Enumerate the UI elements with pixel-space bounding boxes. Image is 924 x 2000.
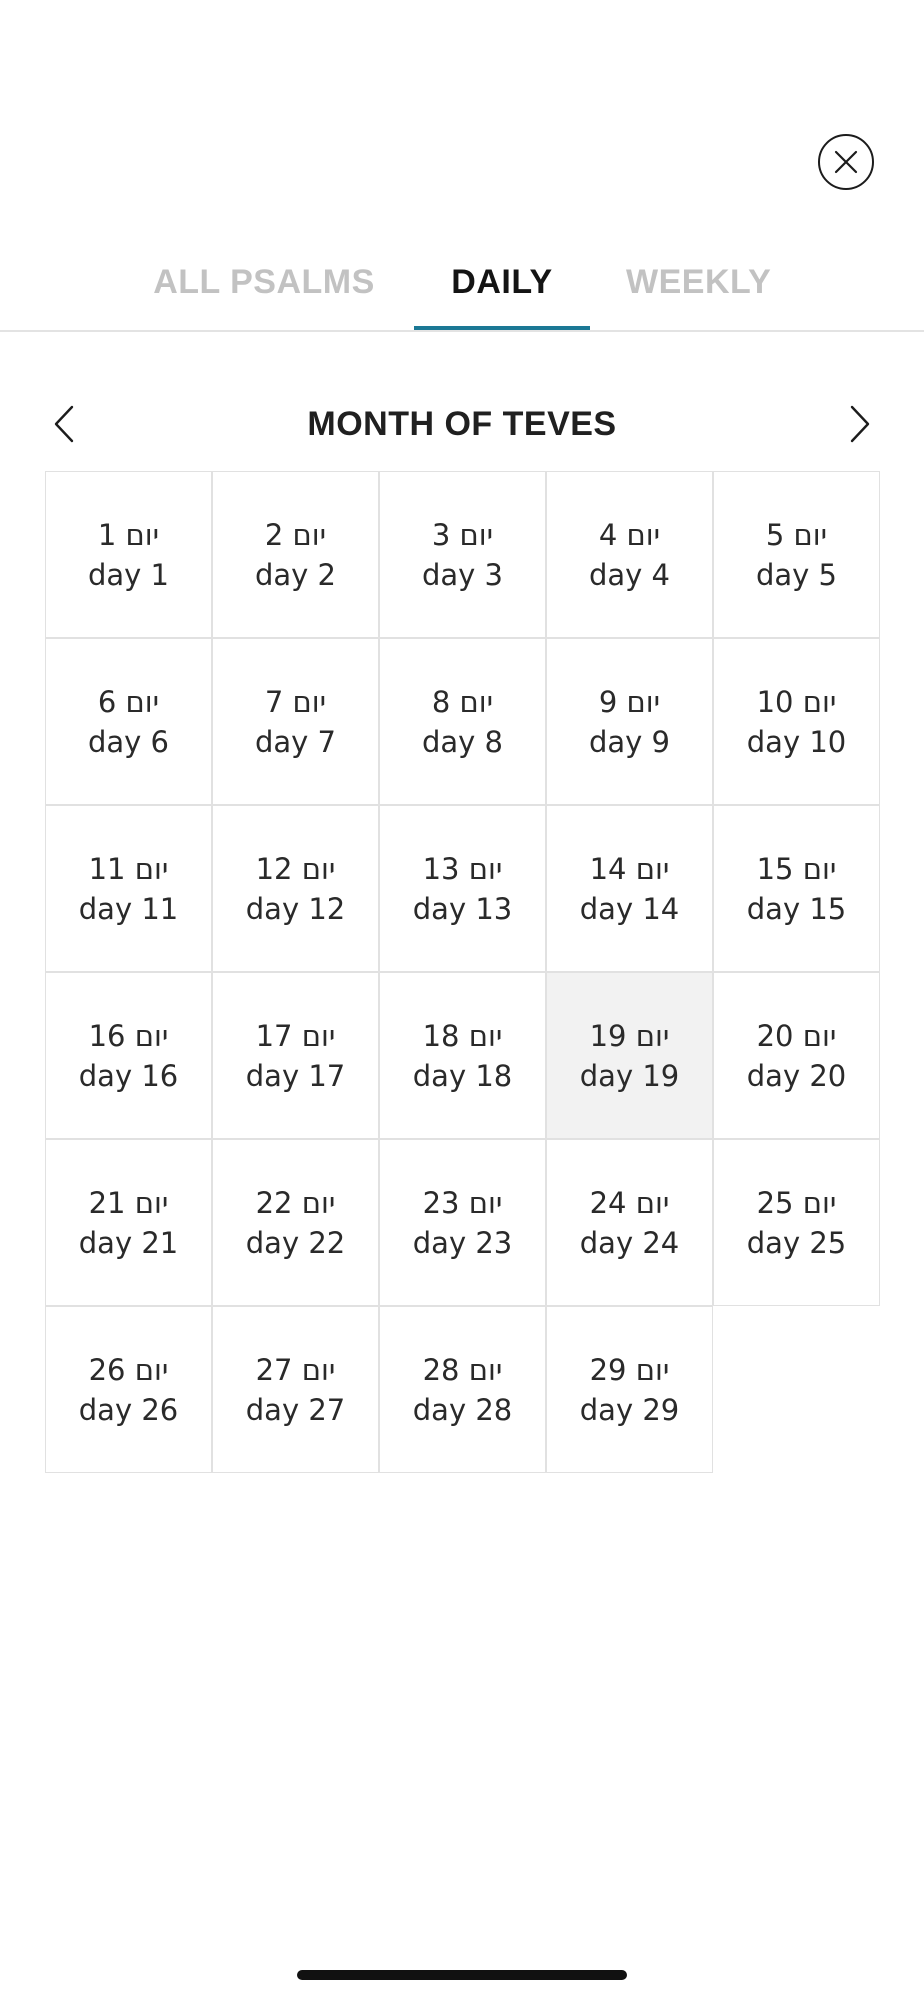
close-icon: [833, 149, 859, 175]
day-english-label: day 3: [421, 557, 503, 592]
day-english-label: day 2: [254, 557, 336, 592]
day-english-label: day 19: [579, 1058, 680, 1093]
day-cell[interactable]: [379, 972, 546, 1139]
day-hebrew-label: 24 יום: [589, 1185, 670, 1220]
chevron-left-icon: [53, 404, 75, 444]
day-hebrew-label: 13 יום: [422, 851, 503, 886]
day-cell[interactable]: [45, 1139, 212, 1306]
day-hebrew-label: 14 יום: [589, 851, 670, 886]
day-cell[interactable]: [212, 972, 379, 1139]
tab-weekly[interactable]: WEEKLY: [626, 263, 772, 301]
day-english-label: day 5: [755, 557, 837, 592]
day-english-label: day 24: [579, 1225, 680, 1260]
day-cell[interactable]: [45, 638, 212, 805]
day-cell[interactable]: [212, 1139, 379, 1306]
day-hebrew-label: 3 יום: [431, 517, 494, 552]
tabs-divider: [0, 330, 924, 332]
day-english-label: day 13: [412, 891, 513, 926]
day-english-label: day 27: [245, 1392, 346, 1427]
day-english-label: day 23: [412, 1225, 513, 1260]
day-hebrew-label: 4 יום: [598, 517, 661, 552]
day-hebrew-label: 5 יום: [765, 517, 828, 552]
month-navigation: [0, 392, 924, 456]
chevron-right-icon: [849, 404, 871, 444]
day-hebrew-label: 29 יום: [589, 1352, 670, 1387]
day-hebrew-label: 25 יום: [756, 1185, 837, 1220]
day-english-label: day 25: [746, 1225, 847, 1260]
day-cell[interactable]: [546, 972, 713, 1139]
day-english-label: day 15: [746, 891, 847, 926]
day-cell[interactable]: [713, 638, 880, 805]
day-hebrew-label: 18 יום: [422, 1018, 503, 1053]
day-cell[interactable]: [546, 1306, 713, 1473]
day-cell[interactable]: [713, 471, 880, 638]
day-cell[interactable]: [45, 1306, 212, 1473]
day-hebrew-label: 27 יום: [255, 1352, 336, 1387]
day-hebrew-label: 9 יום: [598, 684, 661, 719]
day-cell[interactable]: [546, 638, 713, 805]
day-hebrew-label: 26 יום: [88, 1352, 169, 1387]
day-hebrew-label: 23 יום: [422, 1185, 503, 1220]
day-hebrew-label: 19 יום: [589, 1018, 670, 1053]
day-english-label: day 26: [78, 1392, 179, 1427]
day-cell[interactable]: [212, 805, 379, 972]
next-month-button[interactable]: [840, 402, 880, 446]
day-english-label: day 14: [579, 891, 680, 926]
tab-bar: [0, 232, 924, 332]
day-hebrew-label: 10 יום: [756, 684, 837, 719]
close-button[interactable]: [818, 134, 874, 190]
day-english-label: day 6: [87, 724, 169, 759]
day-cell[interactable]: [379, 471, 546, 638]
day-cell[interactable]: [713, 805, 880, 972]
day-cell[interactable]: [212, 638, 379, 805]
day-cell[interactable]: [45, 972, 212, 1139]
day-english-label: day 10: [746, 724, 847, 759]
day-cell[interactable]: [713, 1139, 880, 1306]
day-hebrew-label: 21 יום: [88, 1185, 169, 1220]
day-cell[interactable]: [546, 1139, 713, 1306]
day-hebrew-label: 17 יום: [255, 1018, 336, 1053]
day-cell[interactable]: [212, 1306, 379, 1473]
day-english-label: day 16: [78, 1058, 179, 1093]
day-cell[interactable]: [379, 805, 546, 972]
day-hebrew-label: 6 יום: [97, 684, 160, 719]
day-cell[interactable]: [45, 805, 212, 972]
day-english-label: day 7: [254, 724, 336, 759]
day-hebrew-label: 15 יום: [756, 851, 837, 886]
month-title: MONTH OF TEVES: [307, 405, 617, 443]
day-cell[interactable]: [546, 471, 713, 638]
day-english-label: day 11: [78, 891, 179, 926]
tab-all-psalms[interactable]: ALL PSALMS: [153, 263, 375, 301]
day-cell[interactable]: [713, 972, 880, 1139]
day-english-label: day 17: [245, 1058, 346, 1093]
day-hebrew-label: 1 יום: [97, 517, 160, 552]
tab-daily[interactable]: DAILY: [451, 263, 553, 301]
day-cell[interactable]: [379, 638, 546, 805]
day-english-label: day 20: [746, 1058, 847, 1093]
day-grid: [45, 471, 880, 1473]
day-english-label: day 21: [78, 1225, 179, 1260]
day-cell[interactable]: [45, 471, 212, 638]
day-hebrew-label: 12 יום: [255, 851, 336, 886]
day-cell[interactable]: [379, 1139, 546, 1306]
day-english-label: day 18: [412, 1058, 513, 1093]
day-cell[interactable]: [546, 805, 713, 972]
day-cell[interactable]: [379, 1306, 546, 1473]
day-cell[interactable]: [212, 471, 379, 638]
home-indicator: [297, 1970, 627, 1980]
day-english-label: day 28: [412, 1392, 513, 1427]
previous-month-button[interactable]: [44, 402, 84, 446]
day-english-label: day 9: [588, 724, 670, 759]
day-english-label: day 22: [245, 1225, 346, 1260]
day-hebrew-label: 22 יום: [255, 1185, 336, 1220]
day-hebrew-label: 7 יום: [264, 684, 327, 719]
day-english-label: day 1: [87, 557, 169, 592]
day-english-label: day 12: [245, 891, 346, 926]
day-hebrew-label: 16 יום: [88, 1018, 169, 1053]
day-english-label: day 4: [588, 557, 670, 592]
day-english-label: day 8: [421, 724, 503, 759]
day-hebrew-label: 28 יום: [422, 1352, 503, 1387]
day-english-label: day 29: [579, 1392, 680, 1427]
day-hebrew-label: 20 יום: [756, 1018, 837, 1053]
day-hebrew-label: 8 יום: [431, 684, 494, 719]
day-hebrew-label: 2 יום: [264, 517, 327, 552]
day-hebrew-label: 11 יום: [88, 851, 169, 886]
